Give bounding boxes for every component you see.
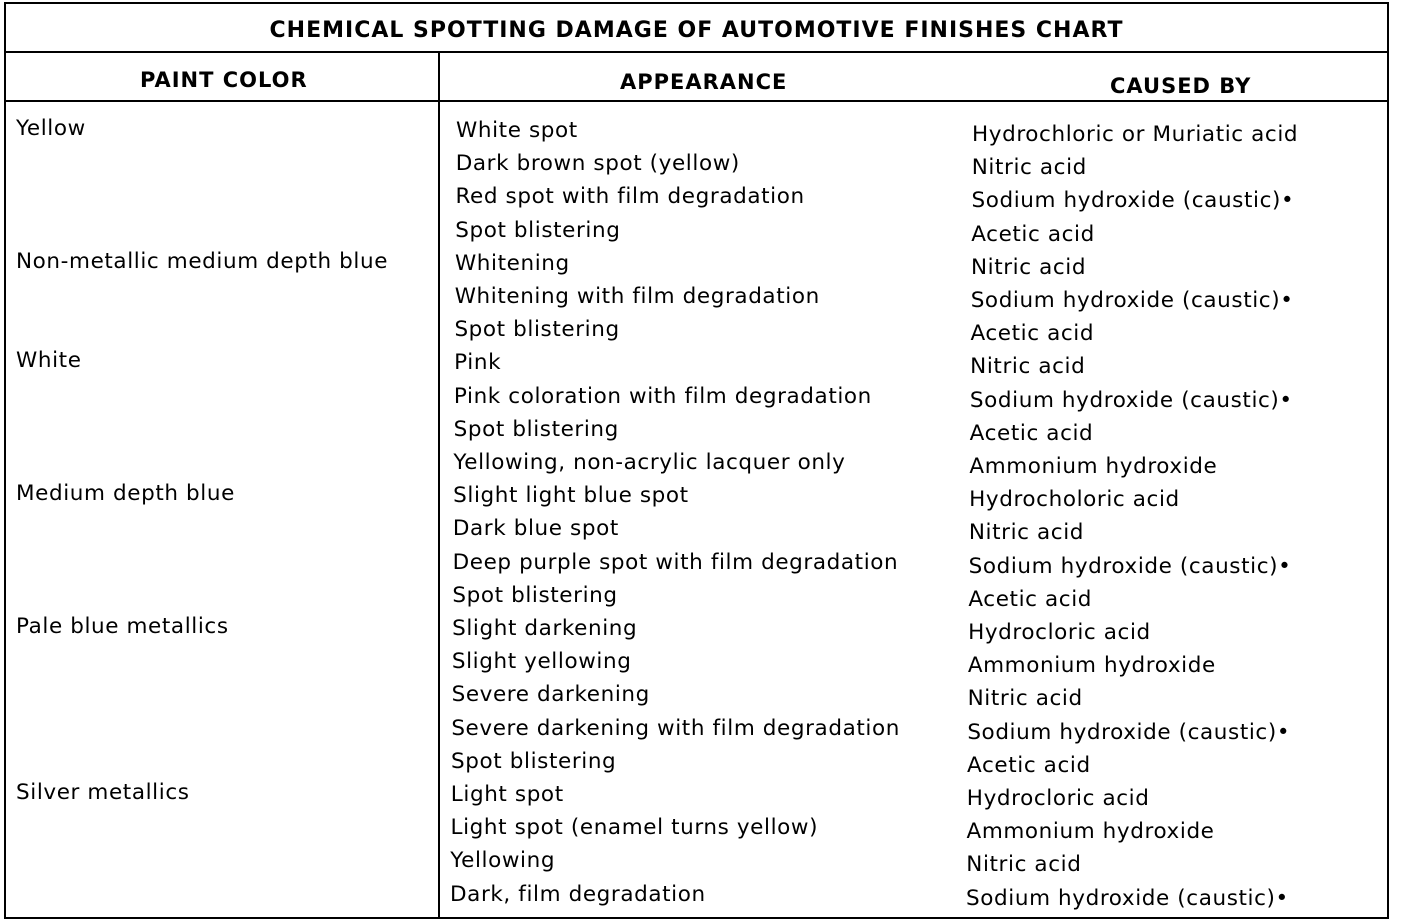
appearance-cell: Slight darkening bbox=[452, 616, 638, 641]
appearance-cell: Pink bbox=[454, 350, 502, 376]
paint-color-cell: White bbox=[16, 348, 82, 373]
caused-by-cell: Nitric acid bbox=[971, 155, 1087, 181]
appearance-cell: Severe darkening bbox=[451, 682, 650, 708]
appearance-cell: Spot blistering bbox=[455, 217, 621, 243]
paint-color-cell: Yellow bbox=[16, 116, 86, 141]
appearance-cell: Whitening bbox=[454, 250, 570, 276]
appearance-cell: Red spot with film degradation bbox=[455, 184, 805, 210]
caused-by-cell: Ammonium hydroxide bbox=[966, 819, 1215, 845]
appearance-cell: Spot blistering bbox=[451, 748, 617, 774]
caused-by-cell: Acetic acid bbox=[971, 221, 1095, 247]
paint-color-cell: Medium depth blue bbox=[16, 481, 235, 506]
chart-title: CHEMICAL SPOTTING DAMAGE OF AUTOMOTIVE FINISHES CHART bbox=[269, 18, 1124, 43]
appearance-cell: Spot blistering bbox=[453, 416, 619, 442]
caused-by-cell: Nitric acid bbox=[968, 520, 1085, 546]
caused-by-cell: Acetic acid bbox=[970, 321, 1095, 347]
title-divider bbox=[6, 51, 1387, 53]
caused-by-cell: Acetic acid bbox=[968, 586, 1093, 612]
caused-by-cell: Ammonium hydroxide bbox=[969, 454, 1218, 479]
appearance-cell: Slight yellowing bbox=[451, 649, 632, 675]
appearance-cell: Dark, film degradation bbox=[450, 881, 706, 907]
appearance-cell: Light spot bbox=[450, 782, 564, 807]
appearance-cell: Whitening with film degradation bbox=[454, 284, 820, 309]
caused-by-cell: Hydrochloric or Muriatic acid bbox=[972, 122, 1299, 147]
appearance-cell: Light spot (enamel turns yellow) bbox=[450, 815, 819, 841]
caused-by-cell: Hydrocloric acid bbox=[966, 786, 1150, 811]
appearance-cell: Dark brown spot (yellow) bbox=[455, 151, 740, 177]
appearance-cell: White spot bbox=[456, 118, 578, 143]
header-appearance: APPEARANCE bbox=[620, 70, 788, 94]
caused-by-cell: Sodium hydroxide (caustic)• bbox=[967, 719, 1291, 745]
header-divider bbox=[6, 100, 1387, 102]
caused-by-cell: Nitric acid bbox=[970, 354, 1086, 380]
caused-by-cell: Nitric acid bbox=[970, 254, 1087, 280]
caused-by-cell: Hydrocholoric acid bbox=[969, 487, 1180, 513]
appearance-cell: Yellowing bbox=[450, 848, 556, 874]
caused-by-cell: Acetic acid bbox=[967, 752, 1091, 778]
paint-color-cell: Non-metallic medium depth blue bbox=[16, 249, 389, 274]
caused-by-cell: Sodium hydroxide (caustic)• bbox=[966, 885, 1289, 911]
caused-by-cell: Ammonium hydroxide bbox=[967, 653, 1216, 679]
caused-by-cell: Hydrocloric acid bbox=[968, 620, 1151, 645]
caused-by-cell: Sodium hydroxide (caustic)• bbox=[971, 188, 1295, 214]
paint-color-cell: Pale blue metallics bbox=[16, 614, 229, 639]
header-paint-color: PAINT COLOR bbox=[140, 68, 308, 92]
column-divider bbox=[438, 53, 440, 919]
chemical-spotting-chart bbox=[4, 2, 1389, 919]
caused-by-cell: Sodium hydroxide (caustic)• bbox=[970, 288, 1294, 313]
appearance-cell: Dark blue spot bbox=[452, 516, 619, 542]
appearance-cell: Yellowing, non-acrylic lacquer only bbox=[453, 450, 846, 475]
caused-by-cell: Sodium hydroxide (caustic)• bbox=[968, 553, 1292, 579]
appearance-cell: Pink coloration with film degradation bbox=[453, 383, 872, 409]
caused-by-cell: Acetic acid bbox=[969, 420, 1094, 446]
paint-color-cell: Silver metallics bbox=[16, 780, 190, 805]
header-caused-by: CAUSED BY bbox=[1110, 74, 1252, 98]
appearance-cell: Deep purple spot with film degradation bbox=[452, 549, 899, 575]
appearance-cell: Spot blistering bbox=[454, 317, 620, 343]
caused-by-cell: Sodium hydroxide (caustic)• bbox=[969, 387, 1293, 413]
appearance-cell: Slight light blue spot bbox=[453, 483, 689, 509]
caused-by-cell: Nitric acid bbox=[967, 686, 1083, 712]
caused-by-cell: Nitric acid bbox=[966, 852, 1082, 878]
appearance-cell: Spot blistering bbox=[452, 582, 618, 608]
appearance-cell: Severe darkening with film degradation bbox=[451, 715, 900, 741]
